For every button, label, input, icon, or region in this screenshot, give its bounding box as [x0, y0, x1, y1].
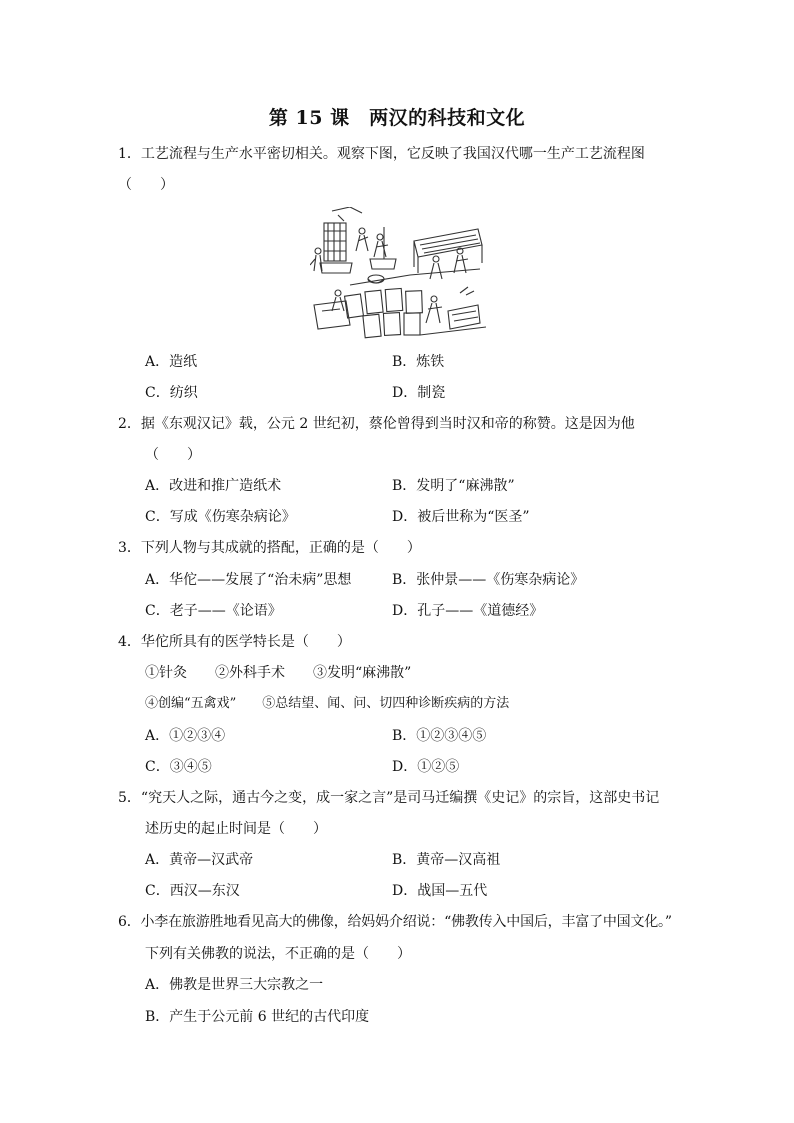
question-4-items-line-1: ①针灸 ②外科手术 ③发明“麻沸散” [145, 665, 412, 681]
question-3-stem: 3．下列人物与其成就的搭配，正确的是（ ） [118, 540, 421, 556]
question-3-option-d: D．孔子——《道德经》 [392, 603, 544, 619]
question-2-option-b: B．发明了“麻沸散” [392, 478, 515, 494]
question-6-option-a: A．佛教是世界三大宗教之一 [145, 977, 324, 993]
question-4-option-b: B．①②③④⑤ [392, 728, 487, 744]
question-1-stem-line-2: （ ） [118, 177, 174, 193]
question-2-option-a: A．改进和推广造纸术 [145, 478, 282, 494]
question-4-option-c: C．③④⑤ [145, 759, 212, 775]
question-4-stem: 4．华佗所具有的医学特长是（ ） [118, 634, 351, 650]
question-5-option-a: A．黄帝—汉武帝 [145, 852, 254, 868]
question-3-option-a: A．华佗——发展了“治未病”思想 [145, 572, 352, 588]
question-4-option-a: A．①②③④ [145, 728, 226, 744]
question-2-option-c: C．写成《伤寒杂病论》 [145, 509, 296, 525]
question-1-option-b: B．炼铁 [392, 354, 445, 370]
question-4-option-d: D．①②⑤ [392, 759, 460, 775]
question-1-option-d: D．制瓷 [392, 385, 446, 401]
question-5-option-c: C．西汉—东汉 [145, 883, 240, 899]
question-6-stem-line-1: 6．小李在旅游胜地看见高大的佛像，给妈妈介绍说：“佛教传入中国后，丰富了中国文化。” [118, 914, 672, 930]
question-5-option-b: B．黄帝—汉高祖 [392, 852, 501, 868]
lesson-title: 第 15 课 两汉的科技和文化 [268, 107, 526, 129]
question-6-option-b: B．产生于公元前 6 世纪的古代印度 [145, 1009, 370, 1025]
question-3-option-b: B．张仲景——《伤寒杂病论》 [392, 572, 585, 588]
question-4-items-line-2: ④创编“五禽戏” ⑤总结望、闻、问、切四种诊断疾病的方法 [145, 696, 510, 711]
question-2-stem-line-1: 2．据《东观汉记》载，公元 2 世纪初，蔡伦曾得到当时汉和帝的称赞。这是因为他 [118, 416, 635, 432]
papermaking-illustration [310, 207, 486, 343]
question-5-stem-line-1: 5．“究天人之际，通古今之变，成一家之言”是司马迁编撰《史记》的宗旨，这部史书记 [118, 790, 660, 806]
question-2-stem-line-2: （ ） [145, 447, 201, 463]
question-5-stem-line-2: 述历史的起止时间是（ ） [145, 821, 327, 837]
question-1-option-a: A．造纸 [145, 354, 198, 370]
question-5-option-d: D．战国—五代 [392, 883, 488, 899]
question-6-stem-line-2: 下列有关佛教的说法，不正确的是（ ） [145, 946, 411, 962]
question-2-option-d: D．被后世称为“医圣” [392, 509, 530, 525]
question-3-option-c: C．老子——《论语》 [145, 603, 282, 619]
question-1-stem-line-1: 1．工艺流程与生产水平密切相关。观察下图，它反映了我国汉代哪一生产工艺流程图 [118, 146, 645, 162]
question-1-option-c: C．纺织 [145, 385, 198, 401]
